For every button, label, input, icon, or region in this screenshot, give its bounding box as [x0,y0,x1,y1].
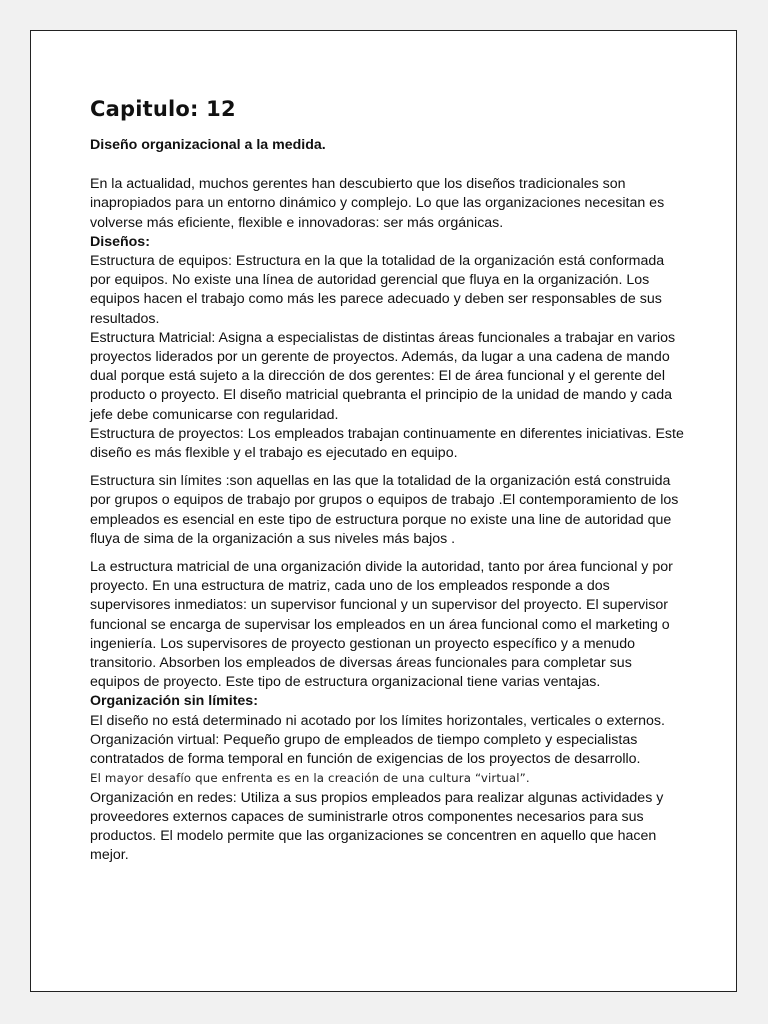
estructura-equipos-paragraph: Estructura de equipos: Estructura en la que la totalidad de la organización está conformada por equipos. No existe una línea de autoridad gerencial que fluya en la organización. Los equipos hacen el trabajo como más les parece adecuado y deben ser responsables de sus resultados. [90,253,665,327]
estructura-sin-limites-paragraph: Estructura sin límites :son aquellas en las que la totalidad de la organización está construida por grupos o equipos de trabajo por grupos o equipos de trabajo .El contemporamiento de los empleados es esencial en este tipo de estructura porque no existe una line de autoridad que fluya de sima de la organización a sus niveles más bajos . [90,473,679,547]
intro-paragraph: En la actualidad, muchos gerentes han descubierto que los diseños tradicionales son inapropiados para un entorno dinámico y complejo. Lo que las organizaciones necesitan es volverse más eficiente, flexible e innovadoras: ser más orgánicas. [90,176,665,231]
org-virtual-desafio-line: El mayor desafío que enfrenta es en la creación de una cultura “virtual”. [90,771,530,786]
org-redes-paragraph: Organización en redes: Utiliza a sus propios empleados para realizar algunas actividades y proveedores externos capaces de suministrarle otros componentes necesarios para sus productos. El modelo permite que las organizaciones se concentren en aquello que hacen mejor. [90,789,664,864]
org-sin-limites-heading: Organización sin límites: [90,693,258,710]
chapter-title: Capitulo: 12 [90,97,236,121]
org-sin-limites-paragraph: El diseño no está determinado ni acotado por los límites horizontales, verticales o externos. [90,712,665,729]
estructura-matricial-detail-paragraph: La estructura matricial de una organización divide la autoridad, tanto por área funcional y por proyecto. En una estructura de matriz, cada uno de los empleados responde a dos supervisores inmediatos: un supervisor funcional y un supervisor del proyecto. El supervisor funcional se encarga de supervisar los empleados en un área funcional como el marketing o ingeniería. Los supervisores de proyecto gestionan un proyecto específico y a menudo transitorio. Absorben los empleados de diversas áreas funcionales para completar sus equipos de proyecto. Este tipo de estructura organizacional tiene varias ventajas. [90,559,673,691]
estructura-matricial-paragraph: Estructura Matricial: Asigna a especialistas de distintas áreas funcionales a trabajar en varios proyectos liderados por un gerente de proyectos. Además, da lugar a una cadena de mando dual porque está sujeto a la dirección de dos gerentes: El de área funcional y el gerente del producto o proyecto. El diseño matricial quebranta el principio de la unidad de mando y cada jefe debe comunicarse con regularidad. [90,329,676,423]
org-virtual-paragraph: Organización virtual: Pequeño grupo de empleados de tiempo completo y especialistas contratados de forma temporal en función de exigencias de los proyectos de desarrollo. [90,731,641,768]
disenos-heading: Diseños: [90,233,150,250]
document-content [90,95,685,865]
estructura-proyectos-paragraph: Estructura de proyectos: Los empleados trabajan continuamente en diferentes iniciativas. Este diseño es más flexible y el trabajo es ejecutado en equipo. [90,425,684,462]
document-subtitle: Diseño organizacional a la medida. [90,137,326,153]
document-page [30,30,737,992]
